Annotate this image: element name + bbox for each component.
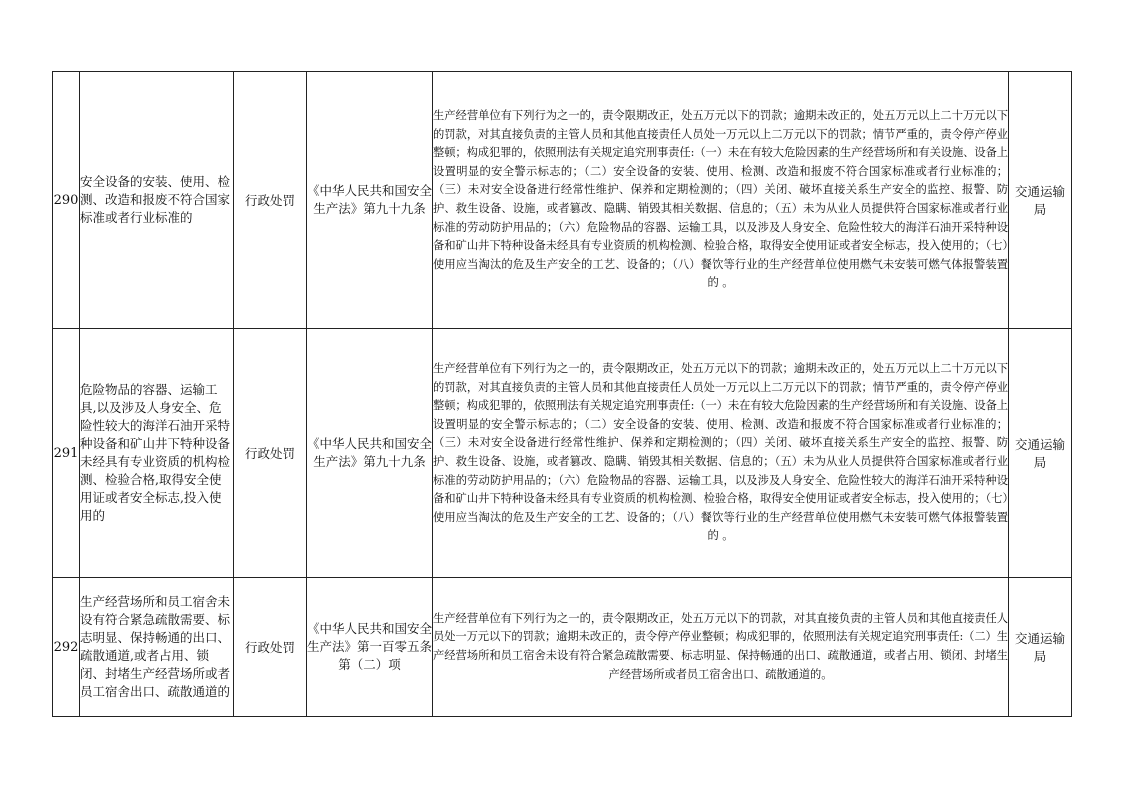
- row-number: 292: [53, 578, 80, 717]
- penalty-text: 生产经营单位有下列行为之一的，责令限期改正，处五万元以下的罚款；逾期未改正的，处五万元以上二十万元以下的罚款，对其直接负责的主管人员和其他直接责任人员处一万元以上二万元以下的罚款；情节严重的，责令停产停业整顿；构成犯罪的，依照刑法有关规定追究刑事责任:（一）未在有较大危险因素的生产经营场所和有关设施、设备上设置明显的安全警示标志的；（二）安全设备的安装、使用、检测、改造和报废不符合国家标准或者行业标准的；（三）未对安全设备进行经常性维护、保养和定期检测的；（四）关闭、破坏直接关系生产安全的监控、报警、防护、救生设备、设施，或者篡改、隐瞒、销毁其相关数据、信息的；（五）未为从业人员提供符合国家标准或者行业标准的劳动防护用品的；（六）危险物品的容器、运输工具，以及涉及人身安全、危险性较大的海洋石油开采特种设备和矿山井下特种设备未经具有专业资质的机构检测、检验合格，取得安全使用证或者安全标志，投入使用的；（七）使用应当淘汰的危及生产安全的工艺、设备的；（八）餐饮等行业的生产经营单位使用燃气未安装可燃气体报警装置的 。: [433, 72, 1009, 329]
- table-row: [53, 329, 1072, 578]
- item-name: 生产经营场所和员工宿舍未设有符合紧急疏散需要、标志明显、保持畅通的出口、疏散通道,或者占用、锁闭、封堵生产经营场所或者员工宿舍出口、疏散通道的: [80, 578, 234, 717]
- department: 交通运输局: [1009, 578, 1072, 717]
- legal-basis: 《中华人民共和国安全生产法》第一百零五条第（二）项: [307, 578, 433, 717]
- legal-basis: 《中华人民共和国安全生产法》第九十九条: [307, 329, 433, 578]
- department: 交通运输局: [1009, 329, 1072, 578]
- item-type: 行政处罚: [234, 329, 307, 578]
- row-number: 291: [53, 329, 80, 578]
- table-row: [53, 72, 1072, 329]
- department: 交通运输局: [1009, 72, 1072, 329]
- penalty-text: 生产经营单位有下列行为之一的，责令限期改正，处五万元以下的罚款；逾期未改正的，处五万元以上二十万元以下的罚款，对其直接负责的主管人员和其他直接责任人员处一万元以上二万元以下的罚款；情节严重的，责令停产停业整顿；构成犯罪的，依照刑法有关规定追究刑事责任:（一）未在有较大危险因素的生产经营场所和有关设施、设备上设置明显的安全警示标志的；（二）安全设备的安装、使用、检测、改造和报废不符合国家标准或者行业标准的；（三）未对安全设备进行经常性维护、保养和定期检测的；（四）关闭、破坏直接关系生产安全的监控、报警、防护、救生设备、设施，或者篡改、隐瞒、销毁其相关数据、信息的；（五）未为从业人员提供符合国家标准或者行业标准的劳动防护用品的；（六）危险物品的容器、运输工具，以及涉及人身安全、危险性较大的海洋石油开采特种设备和矿山井下特种设备未经具有专业资质的机构检测、检验合格，取得安全使用证或者安全标志，投入使用的；（七）使用应当淘汰的危及生产安全的工艺、设备的；（八）餐饮等行业的生产经营单位使用燃气未安装可燃气体报警装置的 。: [433, 329, 1009, 578]
- row-number: 290: [53, 72, 80, 329]
- item-name: 安全设备的安装、使用、检测、改造和报废不符合国家标准或者行业标准的: [80, 72, 234, 329]
- table-row: [53, 578, 1072, 717]
- item-type: 行政处罚: [234, 578, 307, 717]
- penalty-table: [52, 71, 1072, 717]
- legal-basis: 《中华人民共和国安全生产法》第九十九条: [307, 72, 433, 329]
- penalty-text: 生产经营单位有下列行为之一的，责令限期改正，处五万元以下的罚款，对其直接负责的主管人员和其他直接责任人员处一万元以下的罚款；逾期未改正的，责令停产停业整顿；构成犯罪的，依照刑法有关规定追究刑事责任:（二）生产经营场所和员工宿舍未设有符合紧急疏散需要、标志明显、保持畅通的出口、疏散通道，或者占用、锁闭、封堵生产经营场所或者员工宿舍出口、疏散通道的。: [433, 578, 1009, 717]
- item-name: 危险物品的容器、运输工具,以及涉及人身安全、危险性较大的海洋石油开采特种设备和矿山井下特种设备未经具有专业资质的机构检测、检验合格,取得安全使用证或者安全标志,投入使用的: [80, 329, 234, 578]
- item-type: 行政处罚: [234, 72, 307, 329]
